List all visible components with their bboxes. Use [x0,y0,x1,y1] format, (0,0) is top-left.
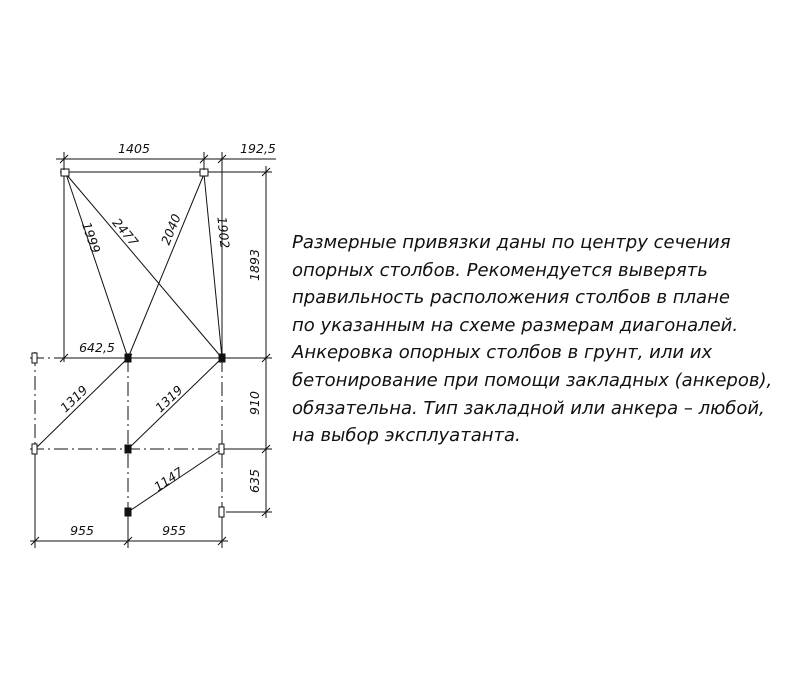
diag-line-1999 [66,174,128,358]
diag-text-1319-left: 1319 [57,382,91,416]
grid-axes [30,352,268,520]
dim-right-middle: 910 [247,391,262,415]
post-upper-right [219,354,225,362]
post-mid-left [32,444,37,454]
post-mid-center [125,445,131,453]
post-bottom-right [219,507,224,517]
note-line-5: Анкеровка опорных столбов в грунт, или их [292,342,713,364]
diag-line-1319-left [35,358,128,449]
note-line-8: на выбор эксплуатанта. [292,425,521,447]
diag-text-1999: 1999 [78,220,104,256]
post-top-right [200,169,208,176]
post-bottom-center [125,508,131,516]
diag-line-1902 [204,174,222,358]
diag-text-1147: 1147 [151,464,186,495]
diag-line-1319-right [128,358,222,449]
note-line-2: опорных столбов. Рекомендуется выверять [292,259,708,281]
note-line-3: правильность расположения столбов в плане [292,287,730,309]
dim-post-offset: 642,5 [79,340,115,355]
dim-right-upper: 1893 [247,249,262,281]
note-line-4: по указанным на схеме размерам диагоналей. [292,314,739,336]
post-mid-right [219,444,224,454]
diag-line-2477 [66,174,222,358]
bottom-dimension [30,455,228,548]
post-top-left [61,169,69,176]
right-dimension [226,166,272,518]
note-line-7: обязательна. Тип закладной или анкера – любой, [292,397,765,419]
diag-line-2040 [128,174,204,358]
diag-text-2040: 2040 [157,211,184,247]
note-line-6: бетонирование при помощи закладных (анкеров), [292,369,773,391]
installation-note [292,229,792,450]
diag-text-1319-right: 1319 [152,382,186,416]
dim-right-lower: 635 [247,469,262,493]
note-line-1: Размерные привязки даны по центру сечения [292,232,731,253]
dim-bottom-left: 955 [70,523,94,538]
dim-top-offset: 192,5 [240,141,276,156]
post-upper-left [32,353,37,363]
diag-text-2477: 2477 [109,215,142,250]
diag-text-1902: 1902 [214,215,233,250]
dim-bottom-right: 955 [162,523,186,538]
dim-top-span: 1405 [118,141,150,156]
